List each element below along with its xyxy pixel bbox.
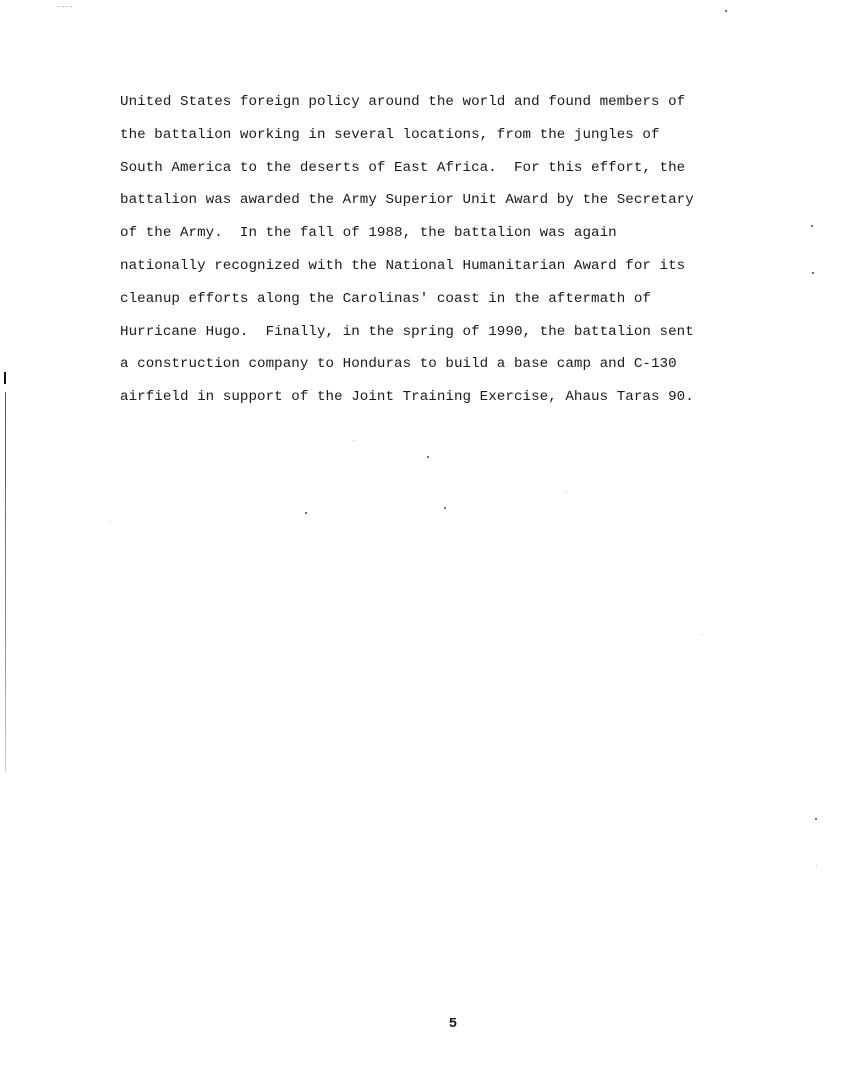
text-line: battalion was awarded the Army Superior Unit Award by the Secretary bbox=[120, 192, 694, 209]
text-line: the battalion working in several locations, from the jungles of bbox=[120, 126, 660, 143]
text-line: airfield in support of the Joint Training Exercise, Ahaus Taras 90. bbox=[120, 389, 694, 406]
text-line: of the Army. In the fall of 1988, the battalion was again bbox=[120, 225, 617, 242]
margin-rule-mark bbox=[4, 372, 6, 384]
page-number: 5 bbox=[448, 1016, 458, 1032]
body-paragraph bbox=[120, 88, 800, 416]
margin-rule-line bbox=[5, 392, 6, 772]
speck bbox=[444, 507, 446, 509]
speck bbox=[816, 865, 817, 866]
speck bbox=[110, 521, 111, 522]
text-line: nationally recognized with the National Humanitarian Award for its bbox=[120, 257, 686, 274]
speck bbox=[812, 272, 814, 274]
speck bbox=[815, 818, 817, 820]
speck bbox=[427, 456, 429, 458]
speck bbox=[305, 512, 307, 514]
text-line: Hurricane Hugo. Finally, in the spring of 1990, the battalion sent bbox=[120, 323, 694, 340]
speck bbox=[566, 492, 567, 493]
speck bbox=[725, 10, 727, 12]
text-line: United States foreign policy around the world and found members of bbox=[120, 94, 686, 110]
text-line: a construction company to Honduras to build a base camp and C-130 bbox=[120, 356, 677, 373]
speck bbox=[811, 225, 813, 227]
speck bbox=[353, 440, 354, 441]
speck bbox=[702, 634, 703, 635]
text-line: cleanup efforts along the Carolinas' coast in the aftermath of bbox=[120, 290, 651, 307]
text-line: South America to the deserts of East Africa. For this effort, the bbox=[120, 159, 686, 176]
scan-artifact bbox=[58, 6, 72, 7]
